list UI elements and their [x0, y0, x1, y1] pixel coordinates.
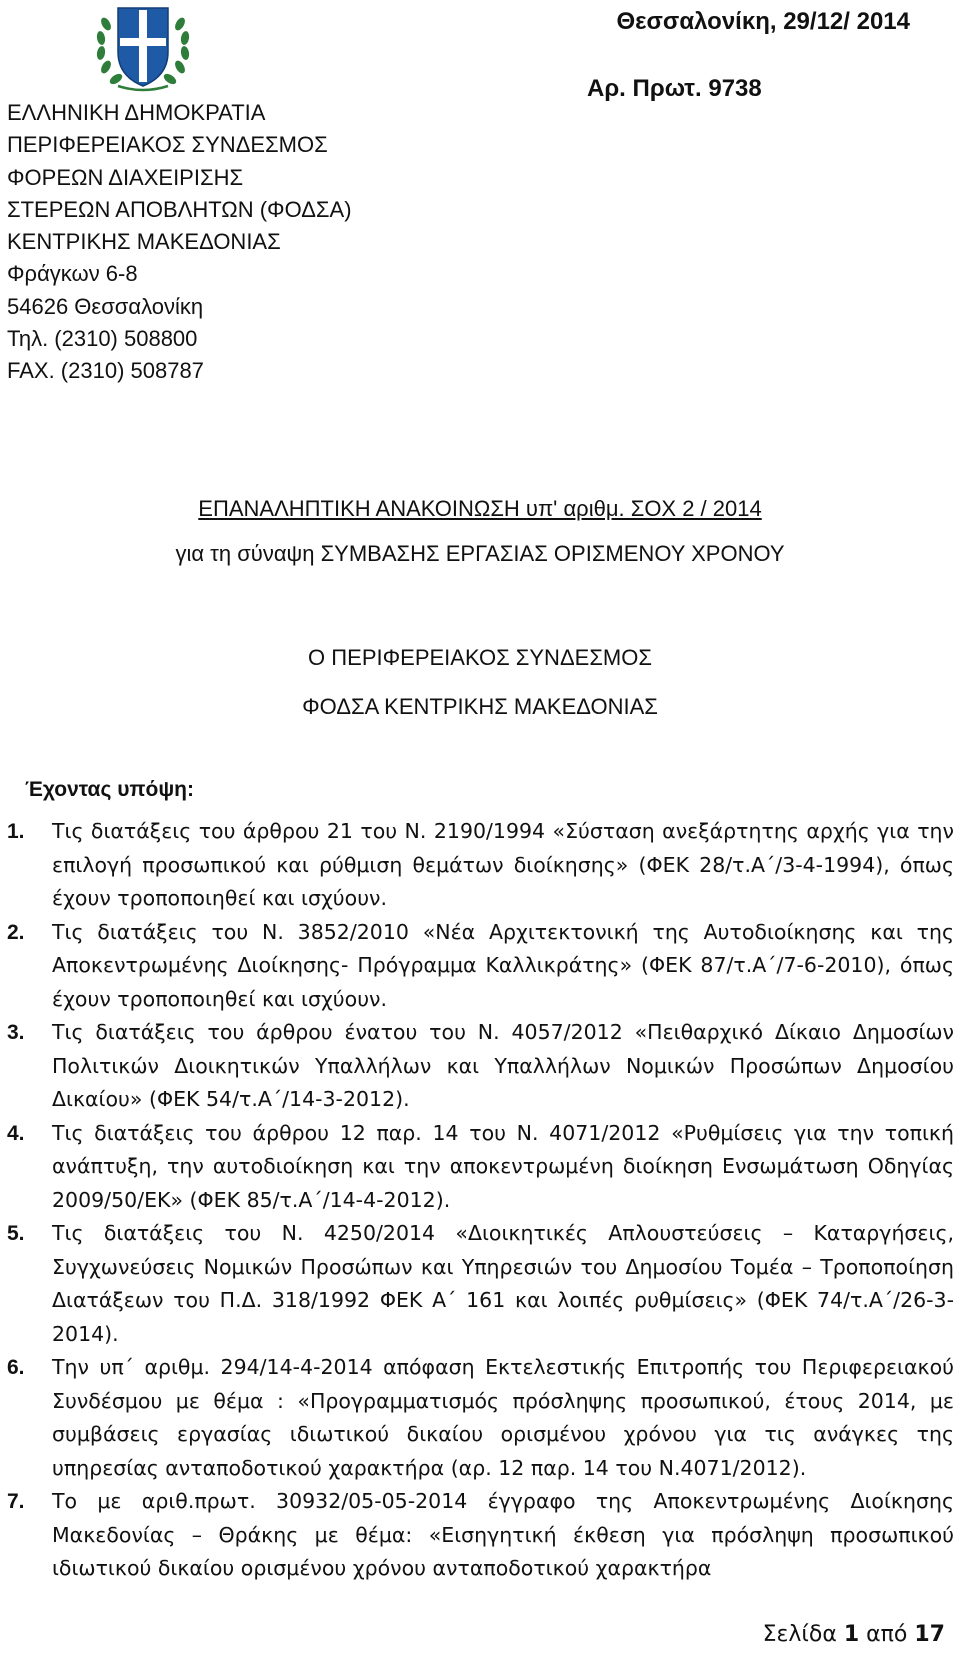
- issuer-line-2: ΦΟΔΣΑ ΚΕΝΤΡΙΚΗΣ ΜΑΚΕΔΟΝΙΑΣ: [302, 694, 658, 719]
- provision-text: Τις διατάξεις του Ν. 4250/2014 «Διοικητικές Απλουστεύσεις – Καταργήσεις, Συγχωνεύσεις Νομικών Προσώπων και Υπηρεσιών του Δημοσίου Τομέα – Τροποποίηση Διατάξεων του Π.Δ. 318/1992 ΦΕΚ Α΄ 161 και λοιπές ρυθμίσεις» (ΦΕΚ 74/τ.Α΄/26-3-2014).: [52, 1221, 954, 1346]
- footer-page-word: Σελίδα: [762, 1622, 837, 1647]
- provision-text: Το με αριθ.πρωτ. 30932/05-05-2014 έγγραφο της Αποκεντρωμένης Διοίκησης Μακεδονίας – Θράκης με θέμα: «Εισηγητική έκθεση για πρόσληψη προσωπικού ιδιωτικού δικαίου ορισμένου χρόνου ανταποδοτικού χαρακτήρα: [52, 1489, 954, 1580]
- provision-number: 4.: [7, 1121, 25, 1145]
- provision-number: 2.: [7, 920, 25, 944]
- sender-address-block: [7, 97, 427, 388]
- provision-text: Την υπ΄ αριθμ. 294/14-4-2014 απόφαση Εκτελεστικής Επιτροπής του Περιφερειακού Συνδέσμου με θέμα : «Προγραμματισμός πρόσληψης προσωπικού, έτους 2014, με συμβάσεις εργασίας ιδιωτικού δικαίου ορισμένου χρόνου για τις ανάγκες της υπηρεσίας ανταποδοτικού χαρακτήρα (αρ. 12 παρ. 14 του Ν.4071/2012).: [52, 1355, 954, 1480]
- footer-total-pages: 17: [914, 1622, 945, 1647]
- provision-item: [7, 916, 957, 1017]
- provision-number: 3.: [7, 1021, 25, 1044]
- protocol-number: Αρ. Πρωτ. 9738: [587, 75, 762, 102]
- announcement-subtitle: για τη σύναψη ΣΥΜΒΑΣΗΣ ΕΡΓΑΣΙΑΣ ΟΡΙΣΜΕΝΟΥ ΧΡΟΝΟΥ: [175, 541, 785, 566]
- provision-text: Τις διατάξεις του άρθρου 12 παρ. 14 του Ν. 4071/2012 «Ρυθμίσεις για την τοπική ανάπτυξη, την αυτοδιοίκηση και την αποκεντρωμένη διοίκηση Ενσωμάτωση Οδηγίας 2009/50/ΕΚ» (ΦΕΚ 85/τ.Α΄/14-4-2012).: [52, 1120, 954, 1212]
- provisions-list: [7, 815, 957, 1586]
- provision-item: [7, 1117, 957, 1218]
- sender-organization-line-1: ΠΕΡΙΦΕΡΕΙΑΚΟΣ ΣΥΝΔΕΣΜΟΣ: [7, 132, 328, 158]
- sender-country: ΕΛΛΗΝΙΚΗ ΔΗΜΟΚΡΑΤΙΑ: [7, 100, 266, 125]
- provision-item: [7, 815, 957, 916]
- provision-number: 1.: [7, 820, 25, 843]
- provision-text: Τις διατάξεις του Ν. 3852/2010 «Νέα Αρχιτεκτονική της Αυτοδιοίκησης και της Αποκεντρωμένης Διοίκησης- Πρόγραμμα Καλλικράτης» (ΦΕΚ 87/τ.Α΄/7-6-2010), όπως έχουν τροποποιηθεί και ισχύουν.: [52, 919, 954, 1011]
- sender-organization-line-2: ΦΟΡΕΩΝ ΔΙΑΧΕΙΡΙΣΗΣ: [7, 164, 244, 190]
- provision-text: Τις διατάξεις του άρθρου 21 του Ν. 2190/1994 «Σύσταση ανεξάρτητης αρχής για την επιλογή προσωπικού και ρύθμιση θεμάτων διοίκησης» (ΦΕΚ 28/τ.Α΄/3-4-1994), όπως έχουν τροποποιηθεί και ισχύουν.: [52, 819, 954, 910]
- announcement-title: ΕΠΑΝΑΛΗΠΤΙΚΗ ΑΝΑΚΟΙΝΩΣΗ υπ' αριθμ. ΣΟΧ 2 / 2014: [198, 496, 762, 521]
- sender-organization-line-4: ΚΕΝΤΡΙΚΗΣ ΜΑΚΕΔΟΝΙΑΣ: [7, 229, 281, 255]
- provision-item: [7, 1016, 957, 1117]
- provision-item: [7, 1217, 957, 1351]
- provision-number: 7.: [7, 1490, 25, 1513]
- considering-heading: Έχοντας υπόψη:: [25, 778, 194, 801]
- provision-item: [7, 1485, 957, 1586]
- footer-of-word: από: [866, 1622, 908, 1647]
- sender-street-address: Φράγκων 6-8: [7, 261, 138, 287]
- provision-item: [7, 1351, 957, 1485]
- provision-text: Τις διατάξεις του άρθρου ένατου του Ν. 4057/2012 «Πειθαρχικό Δίκαιο Δημοσίων Πολιτικών Διοικητικών Υπαλλήλων και Υπαλλήλων Νομικών Προσώπων Δημοσίου Δικαίου» (ΦΕΚ 54/τ.Α΄/14-3-2012).: [52, 1020, 954, 1111]
- greek-coat-of-arms-icon: [88, 2, 198, 94]
- sender-fax: FAX. (2310) 508787: [7, 358, 204, 384]
- footer-current-page: 1: [843, 1622, 860, 1647]
- provision-number: 6.: [7, 1356, 25, 1379]
- provision-number: 5.: [7, 1222, 25, 1245]
- sender-postal-city: 54626 Θεσσαλονίκη: [7, 293, 204, 319]
- issuer-line-1: Ο ΠΕΡΙΦΕΡΕΙΑΚΟΣ ΣΥΝΔΕΣΜΟΣ: [308, 645, 652, 670]
- document-date: Θεσσαλονίκη, 29/12/ 2014: [616, 8, 910, 35]
- sender-organization-line-3: ΣΤΕΡΕΩΝ ΑΠΟΒΛΗΤΩΝ (ΦΟΔΣΑ): [7, 196, 352, 222]
- page-footer: [763, 1622, 945, 1647]
- sender-phone: Τηλ. (2310) 508800: [7, 326, 198, 352]
